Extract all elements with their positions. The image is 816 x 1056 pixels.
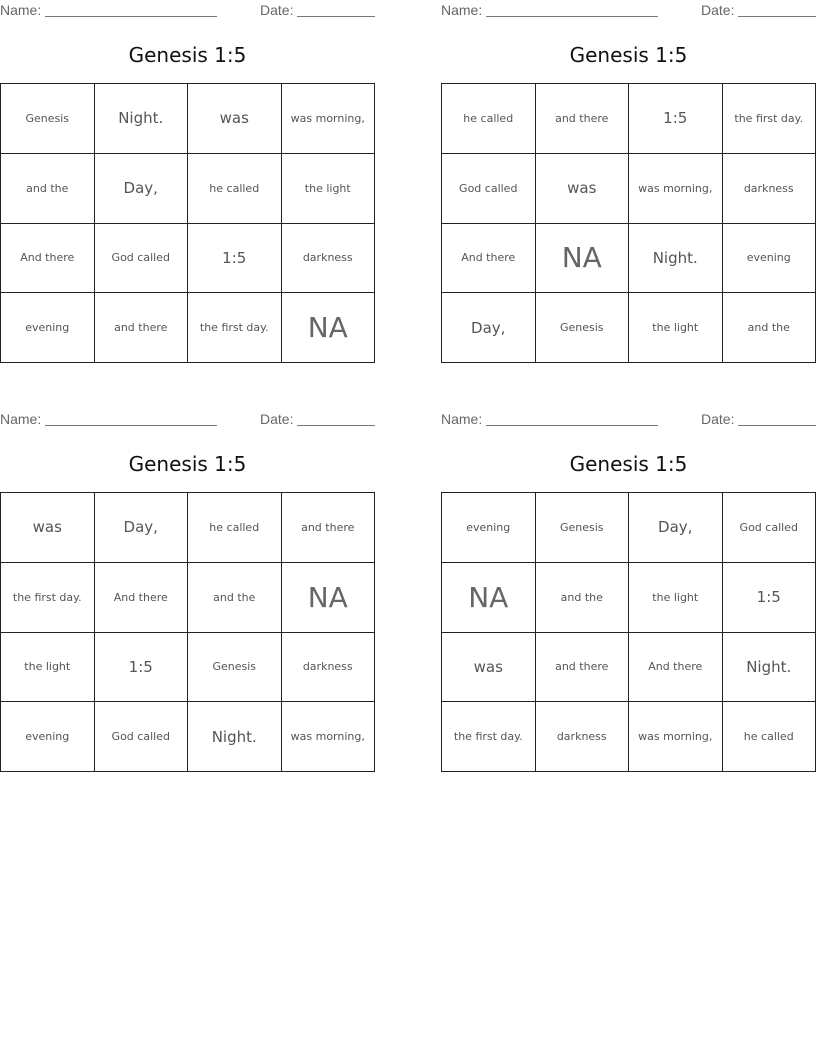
card-title: Genesis 1:5	[569, 452, 688, 476]
bingo-cell[interactable]: 1:5	[723, 563, 816, 633]
card-title: Genesis 1:5	[128, 452, 247, 476]
bingo-card-1	[0, 0, 375, 365]
bingo-cell[interactable]: 1:5	[95, 633, 189, 703]
bingo-cell[interactable]: was morning,	[629, 702, 723, 772]
date-field[interactable]	[297, 16, 375, 17]
bingo-cell[interactable]: the light	[282, 154, 376, 224]
bingo-cell[interactable]: NA	[282, 293, 376, 363]
bingo-cell[interactable]: Day,	[95, 493, 189, 563]
date-label: Date:	[260, 2, 294, 18]
bingo-cell[interactable]: was	[442, 633, 536, 703]
card-header	[0, 411, 375, 429]
date-field[interactable]	[297, 425, 375, 426]
bingo-cell[interactable]: the light	[629, 293, 723, 363]
card-title: Genesis 1:5	[128, 43, 247, 67]
bingo-cell[interactable]: the first day.	[442, 702, 536, 772]
bingo-cell[interactable]: God called	[723, 493, 816, 563]
date-field[interactable]	[738, 425, 816, 426]
date-label: Date:	[701, 2, 735, 18]
name-field[interactable]	[486, 425, 658, 426]
bingo-cell[interactable]: Genesis	[188, 633, 282, 703]
bingo-grid	[0, 83, 375, 363]
bingo-cell[interactable]: Night.	[188, 702, 282, 772]
bingo-cell[interactable]: evening	[1, 293, 95, 363]
bingo-cell[interactable]: the first day.	[1, 563, 95, 633]
bingo-cell[interactable]: was	[188, 84, 282, 154]
card-title: Genesis 1:5	[569, 43, 688, 67]
bingo-cell[interactable]: And there	[1, 224, 95, 294]
bingo-cell[interactable]: the first day.	[188, 293, 282, 363]
bingo-cell[interactable]: and the	[1, 154, 95, 224]
bingo-grid	[441, 492, 816, 772]
bingo-cell[interactable]: he called	[723, 702, 816, 772]
bingo-cell[interactable]: the light	[629, 563, 723, 633]
bingo-cell[interactable]: Genesis	[536, 493, 630, 563]
bingo-cell[interactable]: And there	[95, 563, 189, 633]
bingo-cell[interactable]: evening	[723, 224, 816, 294]
bingo-cell[interactable]: Day,	[442, 293, 536, 363]
bingo-cell[interactable]: was morning,	[282, 84, 376, 154]
bingo-cell[interactable]: Night.	[629, 224, 723, 294]
bingo-card-2	[441, 0, 816, 365]
bingo-cell[interactable]: Genesis	[1, 84, 95, 154]
name-field[interactable]	[45, 425, 217, 426]
card-header	[441, 2, 816, 20]
name-label: Name:	[0, 411, 42, 427]
bingo-cell[interactable]: God called	[95, 224, 189, 294]
bingo-cell[interactable]: Genesis	[536, 293, 630, 363]
bingo-card-4	[441, 409, 816, 774]
bingo-cell[interactable]: 1:5	[188, 224, 282, 294]
bingo-cell[interactable]: darkness	[536, 702, 630, 772]
bingo-cell[interactable]: and there	[536, 84, 630, 154]
bingo-cell[interactable]: and the	[723, 293, 816, 363]
bingo-cell[interactable]: NA	[442, 563, 536, 633]
date-label: Date:	[260, 411, 294, 427]
bingo-cell[interactable]: And there	[629, 633, 723, 703]
bingo-cell[interactable]: he called	[188, 493, 282, 563]
bingo-cell[interactable]: and the	[188, 563, 282, 633]
bingo-card-3	[0, 409, 375, 774]
bingo-grid	[441, 83, 816, 363]
bingo-cell[interactable]: God called	[95, 702, 189, 772]
bingo-cell[interactable]: NA	[536, 224, 630, 294]
bingo-cell[interactable]: and there	[282, 493, 376, 563]
bingo-grid	[0, 492, 375, 772]
card-header	[0, 2, 375, 20]
card-header	[441, 411, 816, 429]
bingo-cell[interactable]: he called	[188, 154, 282, 224]
bingo-cell[interactable]: evening	[1, 702, 95, 772]
bingo-cell[interactable]: 1:5	[629, 84, 723, 154]
bingo-cell[interactable]: was morning,	[282, 702, 376, 772]
name-label: Name:	[441, 2, 483, 18]
name-label: Name:	[441, 411, 483, 427]
bingo-cell[interactable]: and there	[536, 633, 630, 703]
bingo-cell[interactable]: Day,	[629, 493, 723, 563]
bingo-cell[interactable]: was morning,	[629, 154, 723, 224]
bingo-cell[interactable]: Day,	[95, 154, 189, 224]
bingo-cell[interactable]: NA	[282, 563, 376, 633]
bingo-cell[interactable]: and the	[536, 563, 630, 633]
bingo-cell[interactable]: was	[1, 493, 95, 563]
bingo-cell[interactable]: And there	[442, 224, 536, 294]
bingo-cell[interactable]: God called	[442, 154, 536, 224]
bingo-cell[interactable]: darkness	[282, 633, 376, 703]
bingo-cell[interactable]: darkness	[723, 154, 816, 224]
bingo-cell[interactable]: evening	[442, 493, 536, 563]
bingo-cell[interactable]: Night.	[723, 633, 816, 703]
bingo-cell[interactable]: he called	[442, 84, 536, 154]
date-field[interactable]	[738, 16, 816, 17]
name-field[interactable]	[45, 16, 217, 17]
name-label: Name:	[0, 2, 42, 18]
name-field[interactable]	[486, 16, 658, 17]
bingo-cell[interactable]: the light	[1, 633, 95, 703]
bingo-cell[interactable]: the first day.	[723, 84, 816, 154]
bingo-cell[interactable]: Night.	[95, 84, 189, 154]
bingo-cell[interactable]: darkness	[282, 224, 376, 294]
date-label: Date:	[701, 411, 735, 427]
bingo-cell[interactable]: was	[536, 154, 630, 224]
bingo-cell[interactable]: and there	[95, 293, 189, 363]
